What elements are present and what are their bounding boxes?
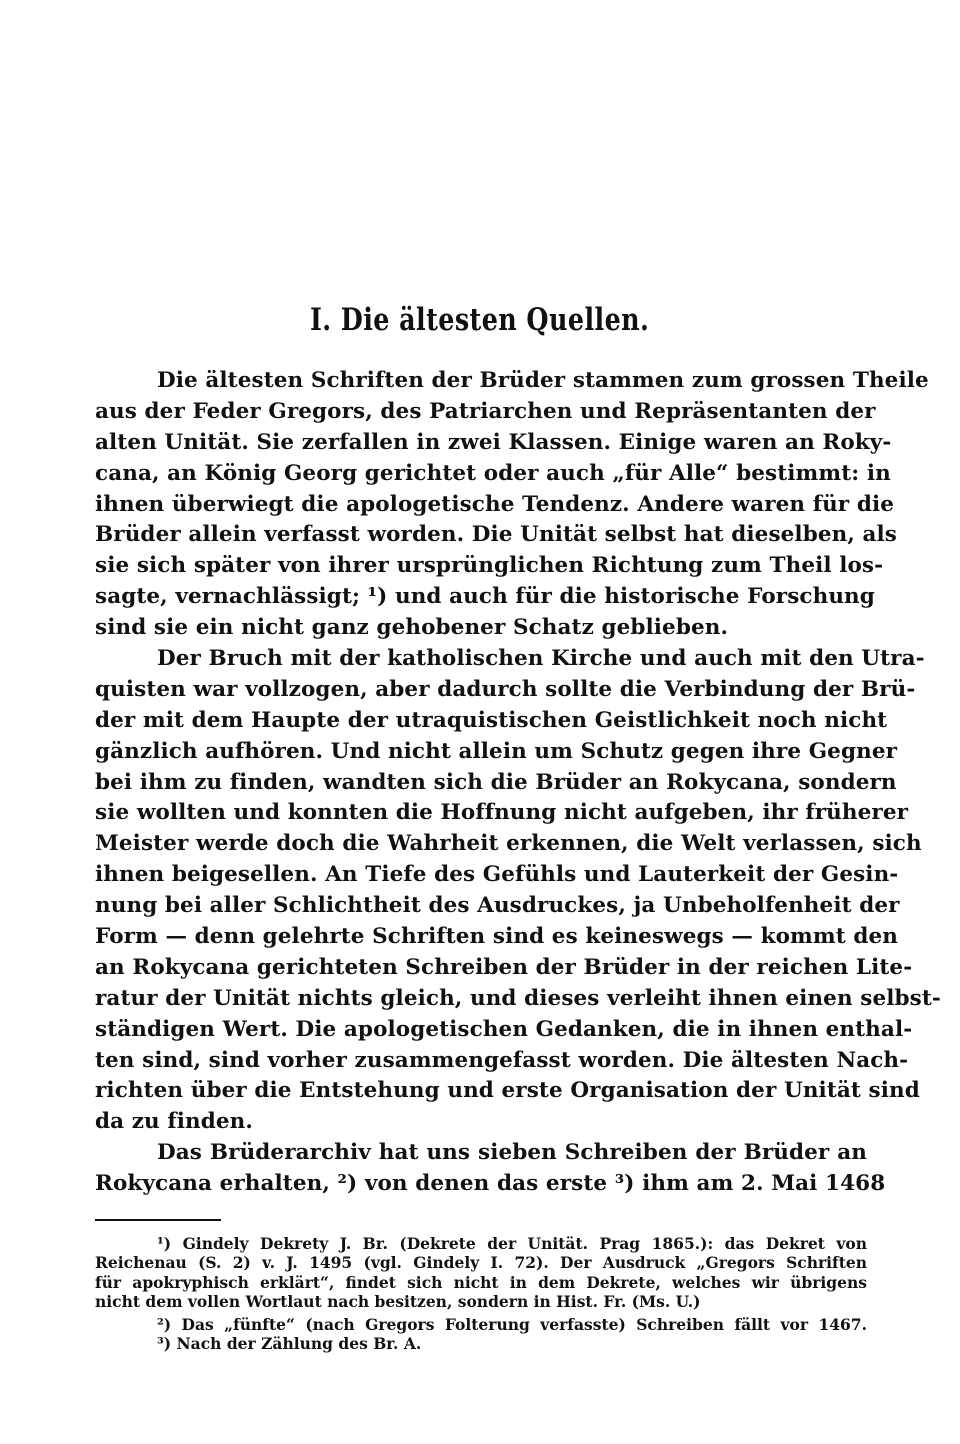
footnote-1 [95,1234,867,1312]
text-line: der mit dem Haupte der utraquistischen Geistlichkeit noch nicht [95,707,888,733]
footnote-line: für apokryphisch erklärt“, findet sich nicht in dem Dekrete, welches wir übrigens [95,1272,867,1292]
text-line: Brüder allein verfasst worden. Die Unität selbst hat dieselben, als [95,522,898,548]
text-line: sie sich später von ihrer ursprünglichen Richtung zum Theil los- [95,553,884,579]
text-line: alten Unität. Sie zerfallen in zwei Klassen. Einige waren an Roky- [95,429,892,455]
paragraph-3 [95,1138,886,1200]
text-line: ten sind, sind vorher zusammengefasst worden. Die ältesten Nach- [95,1047,909,1073]
text-line: sie wollten und konnten die Hoffnung nicht aufgeben, ihr früherer [95,800,909,826]
text-line: ihnen überwiegt die apologetische Tendenz. Andere waren für die [95,491,894,517]
text-line: quisten war vollzogen, aber dadurch sollte die Verbindung der Brü- [95,676,916,702]
text-line: Rokycana erhalten, ²) von denen das erste ³) ihm am 2. Mai 1468 [95,1171,886,1197]
footnote-3 [95,1334,867,1353]
text-line: da zu finden. [95,1109,253,1135]
footnote-line: ²) Das „fünfte“ (nach Gregors Folterung verfasste) Schreiben fällt vor 1467. [157,1314,867,1334]
text-line: gänzlich aufhören. Und nicht allein um Schutz gegen ihre Gegner [95,738,898,764]
text-line: an Rokycana gerichteten Schreiben der Brüder in der reichen Lite- [95,954,913,980]
text-line: sagte, vernachlässigt; ¹) und auch für die historische Forschung [95,584,875,610]
body-text [95,366,941,1200]
footnote-2 [95,1315,867,1334]
paragraph-2 [95,644,941,1138]
text-line: ihnen beigesellen. An Tiefe des Gefühls und Lauterkeit der Gesin- [95,862,899,888]
text-line: bei ihm zu finden, wandten sich die Brüder an Rokycana, sondern [95,769,897,795]
text-line: cana, an König Georg gerichtet oder auch „für Alle“ bestimmt: in [95,460,891,486]
text-line: nung bei aller Schlichtheit des Ausdruckes, ja Unbeholfenheit der [95,893,900,919]
text-line: Der Bruch mit der katholischen Kirche und auch mit den Utra- [157,646,925,672]
text-line: Meister werde doch die Wahrheit erkennen, die Welt verlassen, sich [95,831,922,857]
footnote-line: ¹) Gindely Dekrety J. Br. (Dekrete der Unität. Prag 1865.): das Dekret von [157,1234,867,1253]
text-line: aus der Feder Gregors, des Patriarchen und Repräsentanten der [95,398,876,424]
text-line: sind sie ein nicht ganz gehobener Schatz geblieben. [95,615,729,641]
text-line: ratur der Unität nichts gleich, und dieses verleiht ihnen einen selbst- [95,985,941,1011]
text-line: richten über die Entstehung und erste Organisation der Unität sind [95,1078,920,1104]
text-line: Form — denn gelehrte Schriften sind es keineswegs — kommt den [95,924,899,950]
chapter-title: I. Die ältesten Quellen. [309,302,650,338]
text-line: ständigen Wert. Die apologetischen Gedanken, die in ihnen enthal- [95,1016,913,1042]
footnote-divider [95,1219,221,1221]
footnote-line: ³) Nach der Zählung des Br. A. [157,1333,422,1353]
footnotes [95,1234,867,1353]
text-line: Das Brüderarchiv hat uns sieben Schreiben der Brüder an [157,1140,867,1166]
footnote-line: nicht dem vollen Wortlaut nach besitzen, sondern in Hist. Fr. (Ms. U.) [95,1292,701,1312]
text-line: Die ältesten Schriften der Brüder stammen zum grossen Theile [157,368,929,393]
paragraph-1 [95,366,929,644]
footnote-line: Reichenau (S. 2) v. J. 1495 (vgl. Gindely I. 72). Der Ausdruck „Gregors Schriften [95,1253,867,1273]
